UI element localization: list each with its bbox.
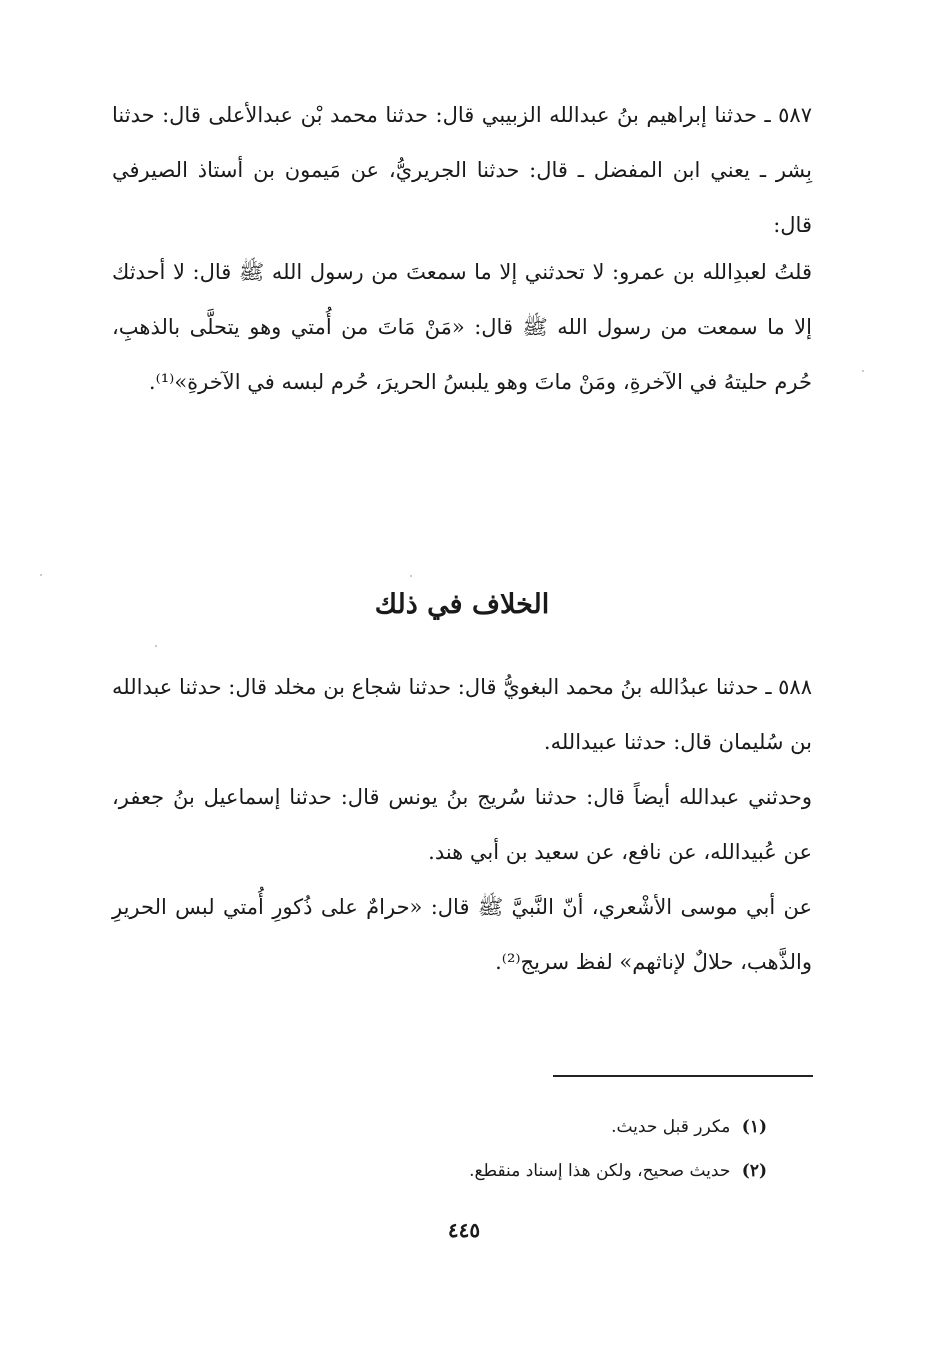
footnote-divider: [553, 1075, 813, 1077]
scan-speck: [410, 575, 412, 577]
scan-speck: [862, 370, 864, 372]
page-number: ٤٤٥: [447, 1218, 481, 1242]
paragraph: وحدثني عبدالله أيضاً قال: حدثنا سُريج بنُ يونس قال: حدثنا إسماعيل بنُ جعفر، عن عُبيدالله، عن نافع، عن سعيد بن أبي هند.: [112, 785, 812, 864]
paragraph: ٥٨٧ ـ حدثنا إبراهيم بنُ عبدالله الزبيبي قال: حدثنا محمد بْن عبدالأعلى قال: حدثنا بِشر ـ يعني ابن المفضل ـ قال: حدثنا الجريريُّ، عن مَيمون بن أستاذ الصيرفي قال:: [112, 103, 812, 237]
hadith-587-matn: [112, 245, 812, 410]
footnote-1: [112, 1105, 767, 1149]
paragraph: ٥٨٨ ـ حدثنا عبدُالله بنُ محمد البغويُّ قال: حدثنا شجاع بن مخلد قال: حدثنا عبدالله بن سُليمان قال: حدثنا عبيدالله.: [112, 675, 812, 754]
hadith-588-matn: [112, 880, 812, 990]
footnote-text: حديث صحيح، ولكن هذا إسناد منقطع.: [469, 1161, 731, 1181]
footnote-text: مكرر قبل حديث.: [611, 1117, 731, 1137]
section-heading: الخلاف في ذلك: [374, 589, 550, 620]
hadith-587-isnad: [112, 88, 812, 253]
footnotes: [112, 1105, 767, 1193]
footnote-number: (١): [741, 1117, 767, 1137]
footnote-2: [112, 1149, 767, 1193]
scan-speck: [40, 574, 42, 576]
footnote-number: (٢): [741, 1161, 767, 1181]
scan-speck: [155, 645, 157, 647]
hadith-588-isnad-a: [112, 660, 812, 770]
paragraph: قلتُ لعبدِالله بن عمرو: لا تحدثني إلا ما سمعتَ من رسول الله ﷺ قال: لا أحدثك إلا ما سمعت من رسول الله ﷺ قال: «مَنْ مَاتَ من أُمتي وهو يتحلَّى بالذهبِ، حُرم حليتهُ في الآخرةِ، ومَنْ ماتَ وهو يلبسُ الحريرَ، حُرم لبسه في الآخرةِ»⁽¹⁾.: [112, 260, 812, 394]
paragraph: عن أبي موسى الأشْعري، أنّ النَّبيَّ ﷺ قال: «حرامٌ على ذُكورِ أُمتي لبس الحريرِ والذَّهب، حلالٌ لإناثهم» لفظ سريج⁽²⁾.: [112, 895, 812, 974]
hadith-588-isnad-b: [112, 770, 812, 880]
